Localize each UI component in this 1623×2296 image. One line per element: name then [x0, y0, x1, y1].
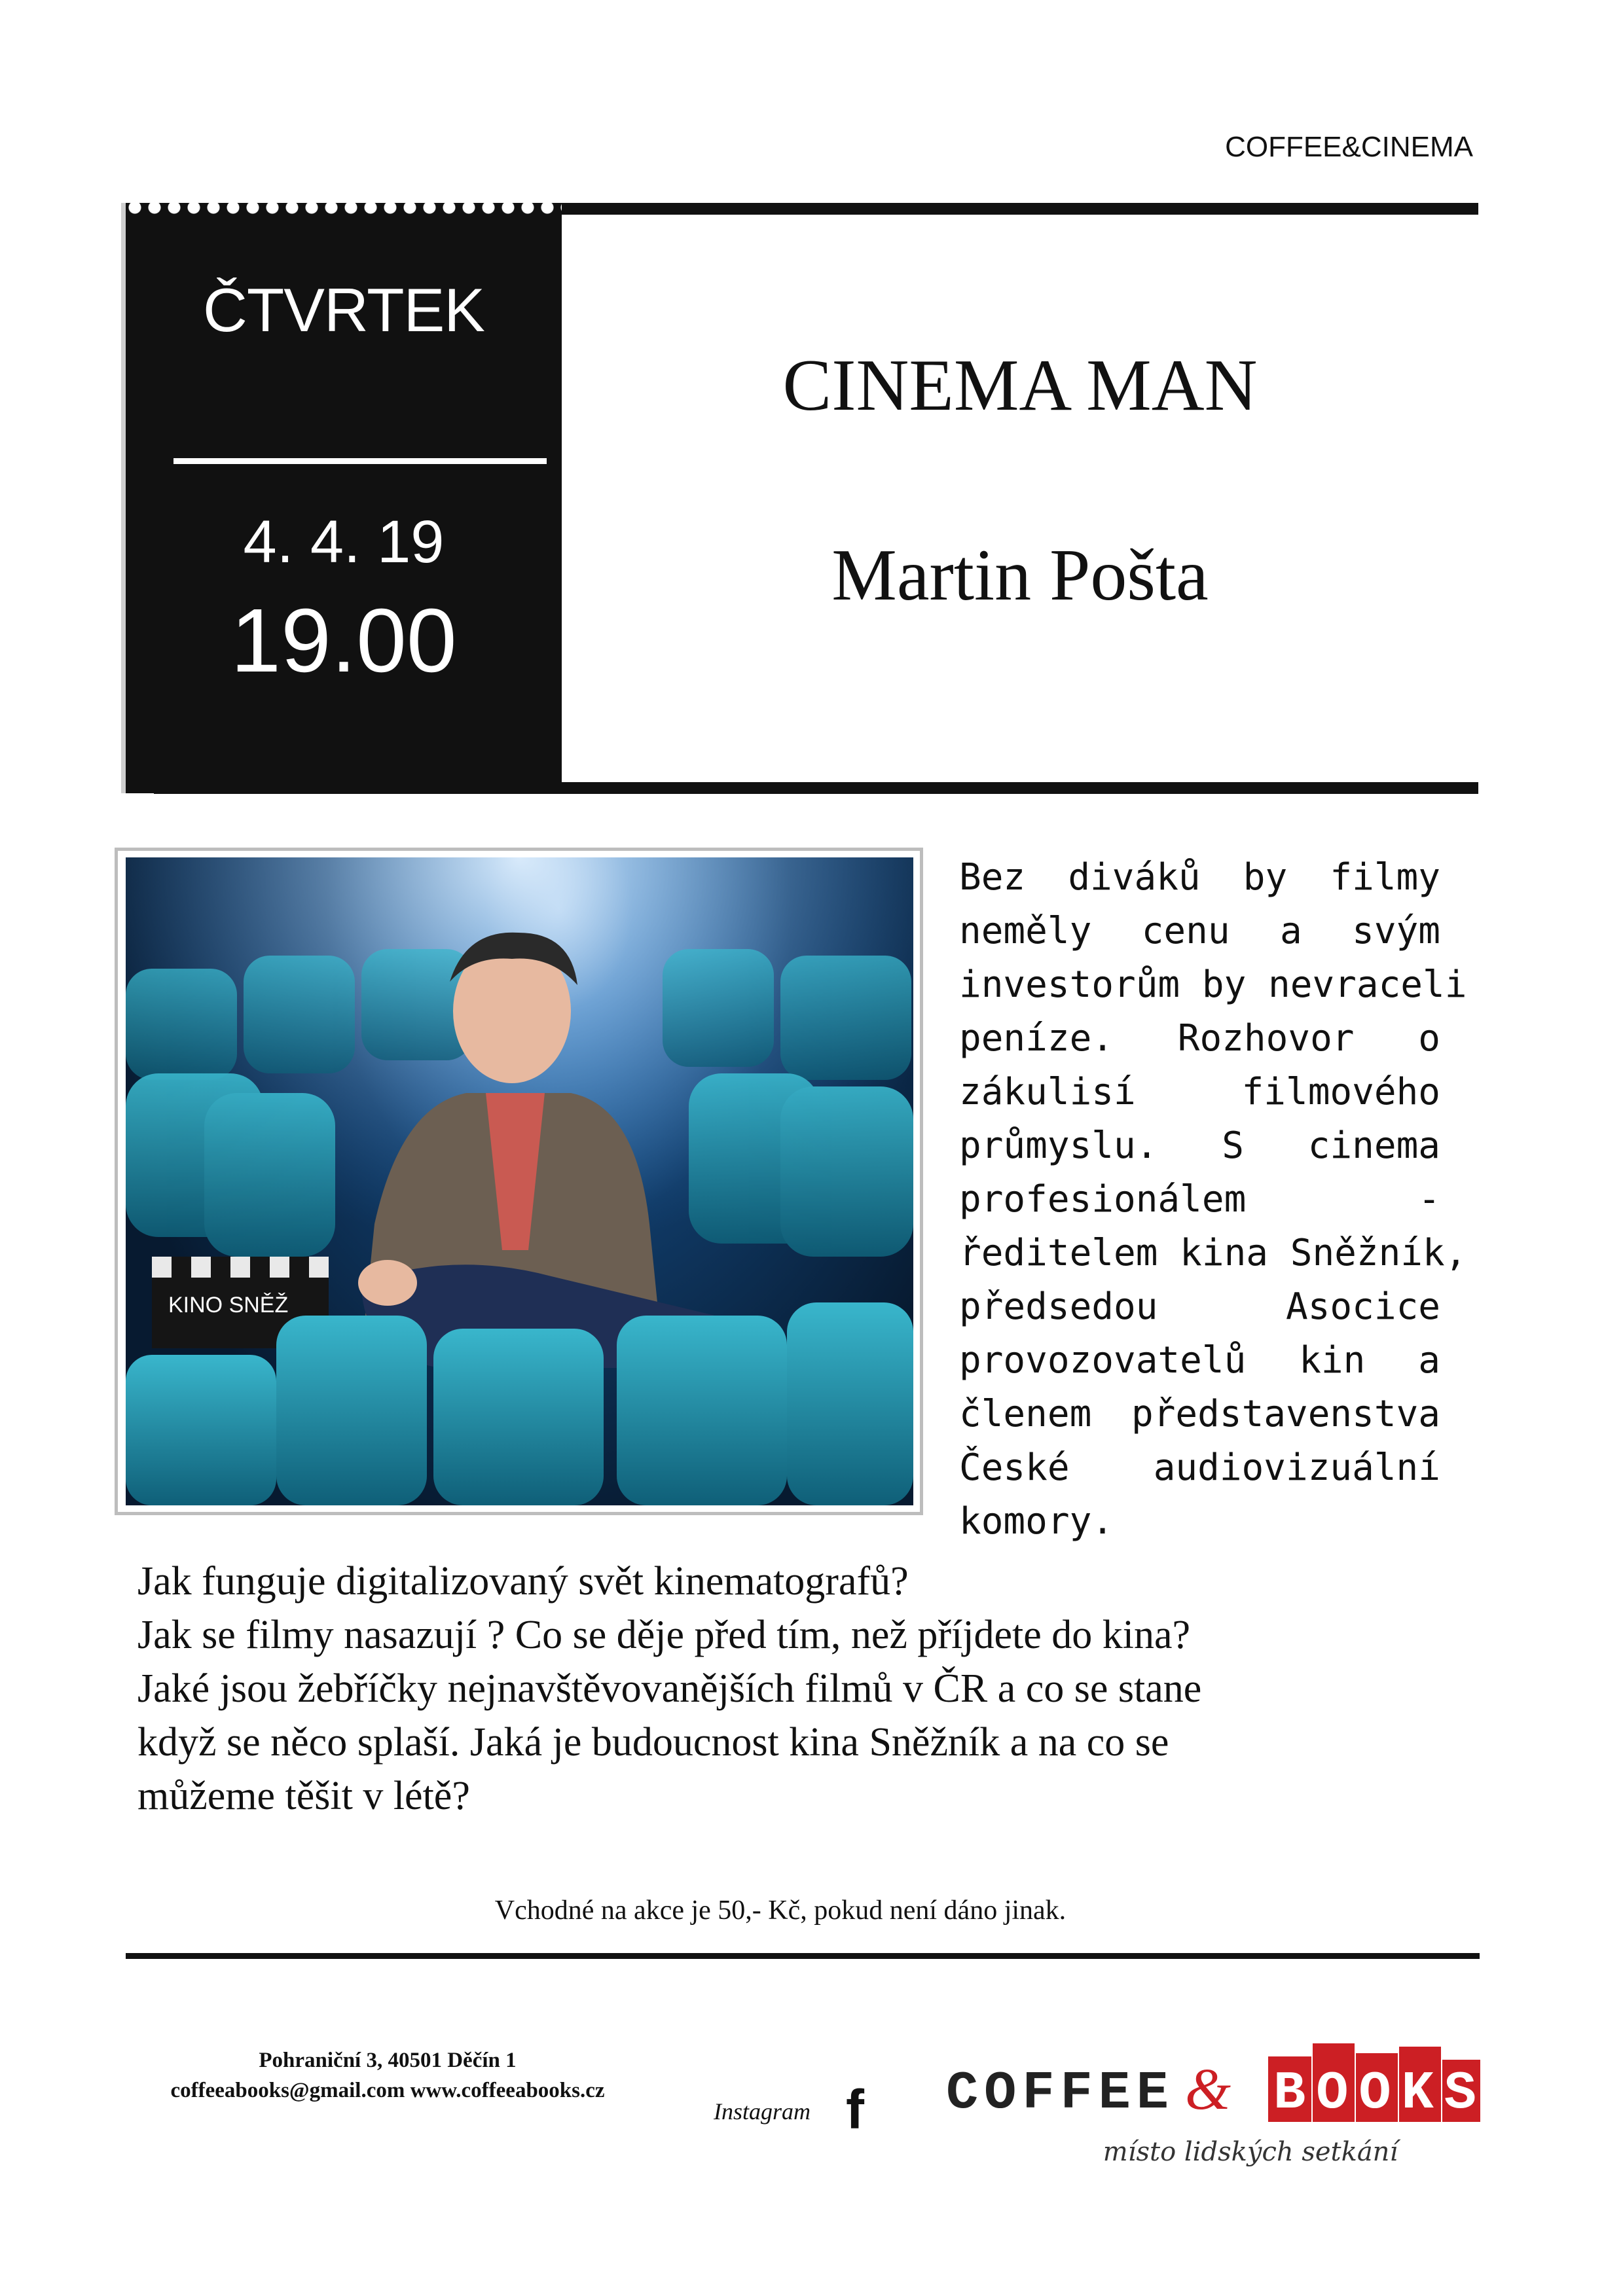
svg-text:COFFEE: COFFEE	[946, 2063, 1169, 2124]
speaker-photo	[126, 857, 913, 1505]
question-line: můžeme těšit v létě?	[137, 1774, 470, 1818]
footer-divider	[126, 1953, 1480, 1959]
facebook-icon[interactable]: f	[846, 2079, 864, 2140]
question-line: Jak se filmy nasazují ? Co se děje před tím, než příjdete do kina?	[137, 1613, 1191, 1657]
header-rule-bottom	[154, 782, 1478, 794]
instagram-link[interactable]: Instagram	[714, 2098, 811, 2125]
ticket-perforation	[126, 200, 562, 219]
description-line: Bez diváků by filmy	[959, 856, 1440, 899]
description-line: členem představenstva	[959, 1393, 1440, 1435]
description-line: zákulisí filmového	[959, 1071, 1440, 1113]
event-day: ČTVRTEK	[203, 276, 484, 344]
event-time: 19.00	[230, 590, 457, 691]
event-title: CINEMA MAN	[782, 345, 1258, 426]
description-line: peníze. Rozhovor o	[959, 1017, 1440, 1060]
series-label: COFFEE&CINEMA	[1225, 131, 1473, 163]
question-line: Jak funguje digitalizovaný svět kinematografů?	[137, 1559, 909, 1604]
question-line: Jaké jsou žebříčky nejnavštěvovanějších filmů v ČR a co se stane	[137, 1666, 1202, 1711]
description-line: předsedou Asocice	[959, 1285, 1440, 1328]
description-line: průmyslu. S cinema	[959, 1124, 1440, 1167]
svg-text:BOOKS: BOOKS	[1273, 2063, 1476, 2124]
event-description	[959, 851, 1467, 1549]
logo-tagline: místo lidských setkání	[1103, 2137, 1398, 2167]
contact-line: coffeeabooks@gmail.com www.coffeeabooks.cz	[170, 2079, 605, 2102]
description-line: České audiovizuální	[959, 1446, 1440, 1489]
event-date: 4. 4. 19	[243, 509, 445, 575]
venue-address	[126, 2045, 649, 2106]
description-line: provozovatelů kin a	[959, 1339, 1440, 1382]
header-rule-top	[562, 203, 1478, 215]
entry-fee-note: Vchodné na akce je 50,- Kč, pokud není dáno jinak.	[494, 1895, 1067, 1926]
description-line: komory.	[959, 1500, 1114, 1543]
svg-text:&: &	[1185, 2057, 1231, 2122]
cinema-photo-illustration	[126, 857, 913, 1505]
question-line: když se něco splaší. Jaká je budoucnost kina Sněžník a na co se	[137, 1720, 1169, 1765]
clapper-text: KINO SNĚŽ	[168, 1293, 289, 1318]
description-line: investorům by nevraceli	[959, 963, 1467, 1006]
address-line: Pohraniční 3, 40501 Děčín 1	[259, 2049, 517, 2072]
logo-graphic	[946, 2030, 1483, 2142]
description-line: neměly cenu a svým	[959, 910, 1440, 952]
description-line: profesionálem -	[959, 1178, 1440, 1221]
ticket-divider	[173, 458, 547, 464]
event-speaker: Martin Pošta	[831, 535, 1209, 616]
description-line: ředitelem kina Sněžník,	[959, 1232, 1467, 1274]
event-questions	[137, 1554, 1447, 1823]
